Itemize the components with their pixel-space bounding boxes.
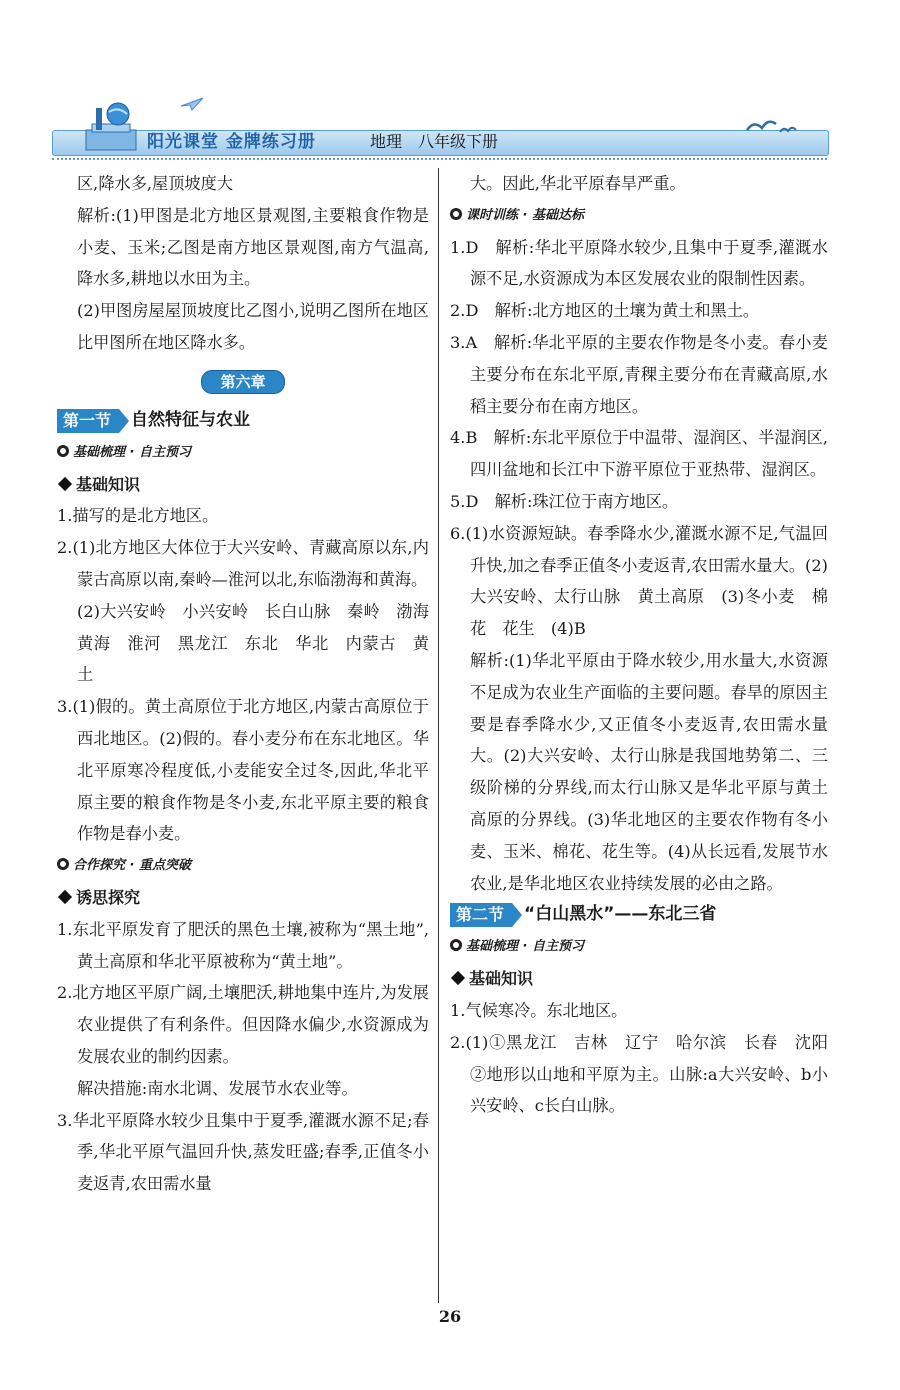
target-bullet-icon [450,208,462,220]
subsection-label: 合作探究 · 重点突破 [57,850,429,882]
analysis-paragraph: (2)甲图房屋屋顶坡度比乙图小,说明乙图所在地区比甲图所在地区降水多。 [77,301,429,352]
chapter-banner [57,363,429,399]
topic-heading: 基础知识 [450,963,828,995]
section-heading [450,899,828,931]
left-column [57,168,446,1200]
answer-item: 3.(1)假的。黄土高原位于北方地区,内蒙古高原位于西北地区。(2)假的。春小麦分布在东北地区。华北平原寒冷程度低,小麦能安全过冬,因此,华北平原主要的粮食作物是冬小麦,东北平原主要的粮食作物是春小麦。 [57,697,429,844]
page-header [52,100,827,158]
answer-item: 1.东北平原发育了肥沃的黑色土壤,被称为“黑土地”,黄土高原和华北平原被称为“黄土地”。 [57,919,429,971]
paper-plane-icon [180,96,204,112]
answer-item: 3.A 解析:华北平原的主要农作物是冬小麦。春小麦主要分布在东北平原,青稞主要分布在青藏高原,水稻主要分布在南方地区。 [450,332,828,416]
section-number-tag: 第二节 [450,903,512,927]
chapter-title: 第六章 [201,370,284,394]
answer-item: 4.B 解析:东北平原位于中温带、湿润区、半湿润区,四川盆地和长江中下游平原位于亚热带、湿润区。 [450,428,828,480]
answer-item: (2)大兴安岭 小兴安岭 长白山脉 秦岭 渤海 黄海 淮河 黑龙江 东北 华北 内蒙古 黄土 [77,601,446,685]
answer-item: 1.D 解析:华北平原降水较少,且集中于夏季,灌溉水源不足,水资源成为本区发展农业的限制性因素。 [450,237,828,289]
section-name: 自然特征与农业 [131,409,251,430]
answer-item: 2.北方地区平原广阔,土壤肥沃,耕地集中连片,为发展农业提供了有利条件。但因降水偏少,水资源成为发展农业的制约因素。 [57,983,429,1066]
target-bullet-icon [57,445,69,457]
answer-line: 大。因此,华北平原春旱严重。 [470,174,686,193]
answer-item: 1.描写的是北方地区。 [57,506,219,526]
page-number: 26 [438,1307,462,1326]
birds-icon [742,108,812,138]
answer-item: 2.D 解析:北方地区的土壤为黄土和黑土。 [450,301,760,321]
answer-item: 2.(1)北方地区大体位于大兴安岭、青藏高原以东,内蒙古高原以南,秦岭—淮河以北,东临渤海和黄海。 [57,538,429,589]
target-bullet-icon [57,858,69,870]
column-divider [438,168,439,1303]
answer-item: 6.(1)水资源短缺。春季降水少,灌溉水源不足,气温回升快,加之春季正值冬小麦返青,农田需水量大。(2)大兴安岭、太行山脉 黄土高原 (3)冬小麦 棉花 花生 (4)B [450,523,828,639]
topic-heading: 基础知识 [57,469,429,501]
answer-line: 区,降水多,屋顶坡度大 [77,174,233,193]
book-globe-logo-icon [82,100,140,154]
section-heading [57,405,429,437]
subsection-label: 基础梳理 · 自主预习 [57,437,429,469]
section-number-tag: 第一节 [57,409,119,433]
target-bullet-icon [450,939,462,951]
diamond-bullet-icon [58,890,72,904]
subsection-label: 课时训练 · 基础达标 [450,200,828,232]
series-brand: 阳光课堂 金牌练习册 [147,132,316,152]
right-column [450,168,845,1122]
answer-item: 5.D 解析:珠江位于南方地区。 [450,491,679,511]
topic-heading: 诱思探究 [57,882,429,914]
answer-item: 解决措施:南水北调、发展节水农业等。 [77,1078,358,1098]
answer-item: 1.气候寒冷。东北地区。 [450,1000,628,1020]
diamond-bullet-icon [58,477,72,491]
section-name: “白山黑水”——东北三省 [524,904,717,925]
answer-item: 3.华北平原降水较少且集中于夏季,灌溉水源不足;春季,华北平原气温回升快,蒸发旺盛;春季,正值冬小麦返青,农田需水量 [57,1110,429,1194]
subsection-label: 基础梳理 · 自主预习 [450,931,828,963]
analysis-paragraph: 解析:(1)华北平原由于降水较少,用水量大,水资源不足成为农业生产面临的主要问题。春旱的原因主要是春季降水少,又正值冬小麦返青,农田需水量大。(2)大兴安岭、太行山脉是我国地势第二、三级阶梯的分界线,而太行山脉又是华北平原与黄土高原的分界线。(3)华北地区的主要农作物有冬小麦、玉米、棉花、花生等。(4)从长远看,发展节水农业,是华北地区农业持续发展的必由之路。 [470,650,828,893]
answer-item: 2.(1)①黑龙江 吉林 辽宁 哈尔滨 长春 沈阳 ②地形以山地和平原为主。山脉:a大兴安岭、b小兴安岭、c长白山脉。 [450,1032,845,1116]
analysis-paragraph: 解析:(1)甲图是北方地区景观图,主要粮食作物是小麦、玉米;乙图是南方地区景观图,南方气温高,降水多,耕地以水田为主。 [77,205,429,289]
diamond-bullet-icon [451,971,465,985]
header-dotted-rule [52,154,827,160]
subject-grade: 地理 八年级下册 [370,132,499,151]
